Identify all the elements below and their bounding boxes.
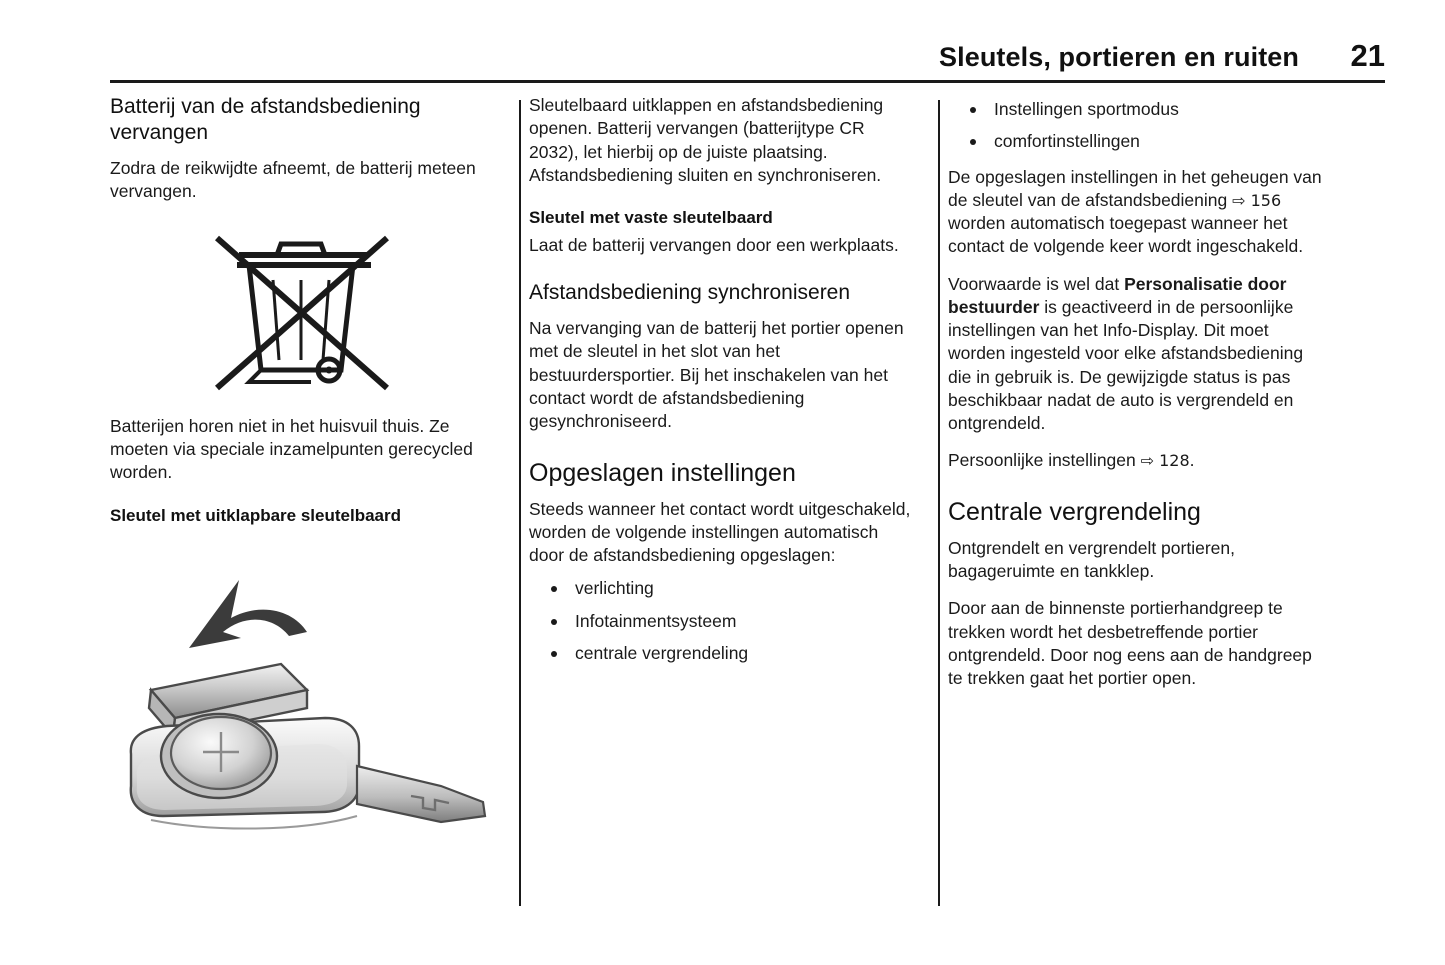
text-part-a: De opgeslagen instellingen in het geheugen van de sleutel van de afstandsbediening [948,166,1322,210]
list-stored-settings-continued [948,98,1330,154]
page-title: Sleutels, portieren en ruiten [939,42,1299,72]
paragraph-sync-procedure: Na vervanging van de batterij het portier openen met de sleutel in het slot van het bestuurdersportier. Bij het inschakelen van het contact wordt de afstandsbediening gesynchroniseerd. [529,318,904,432]
column-divider-1 [510,94,529,914]
column-divider-2 [929,94,948,914]
subheading-fixed-key: Sleutel met vaste sleutelbaard [529,208,773,228]
subheading-folding-key: Sleutel met uitklapbare sleutelbaard [110,505,401,525]
column-three [948,94,1348,914]
list-item: comfortinstellingen [948,130,1330,153]
column-one [110,94,510,914]
page-number: 21 [1350,38,1385,73]
list-stored-settings [529,577,911,665]
weee-crossed-bin-symbol [201,220,401,395]
arrow-icon [189,580,307,648]
list-item: Instellingen sportmodus [948,98,1330,121]
header-divider [110,80,1385,83]
heading-central-locking: Centrale vergrendeling [948,497,1201,526]
page-reference: ⇨ 156 [1232,190,1282,210]
figure-folding-key [110,540,492,870]
section-heading-battery-replace: Batterij van de afstandsbediening vervangen [110,95,421,144]
text-part-b: worden automatisch toegepast wanneer het contact de volgende keer wordt ingeschakeld. [948,213,1304,257]
paragraph-personalisation-condition [948,273,1330,436]
list-item: Infotainmentsysteem [529,610,911,633]
folding-key-battery-illustration [111,540,491,870]
heading-sync-remote: Afstandsbediening synchroniseren [529,280,851,304]
paragraph-central-locking-intro: Ontgrendelt en vergrendelt portieren, bagageruimte en tankklep. [948,537,1235,581]
emphasis-personalisation: Personalisatie door bestuurder [948,273,1287,317]
page-header [110,38,1385,74]
paragraph-open-remote: Sleutelbaard uitklappen en afstandsbediening openen. Batterij vervangen (batterijtype CR 2032), let hierbij op de juiste plaatsing. Afstandsbediening sluiten en synchroniseren. [529,95,884,185]
paragraph-personal-settings-ref [948,449,1330,472]
figure-weee-bin [110,220,492,395]
text-part-a: Voorwaarde is wel dat [948,273,1125,294]
content-columns [110,94,1388,914]
heading-stored-settings: Opgeslagen instellingen [529,458,796,487]
list-item: centrale vergrendeling [529,642,911,665]
paragraph-inner-handle: Door aan de binnenste portierhandgreep te trekken wordt het desbetreffende portier ontgrendeld. Door nog eens aan de handgreep te trekken gaat het portier open. [948,598,1312,689]
column-two [529,94,929,914]
page-reference: ⇨ 128 [1140,451,1190,471]
text-part-b: is geactiveerd in de persoonlijke instellingen van het Info-Display. Dit moet worden ingesteld voor elke afstandsbediening die in gebruik is. De gewijzigde status is pas beschikbaar nadat de auto is vergrendeld en ontgrendeld. [948,296,1304,434]
paragraph-recycling-note: Batterijen horen niet in het huisvuil thuis. Ze moeten via speciale inzamelpunten gerecycled worden. [110,415,473,483]
paragraph-stored-settings-intro: Steeds wanneer het contact wordt uitgeschakeld, worden de volgende instellingen automatisch door de afstandsbediening opgeslagen: [529,498,911,566]
paragraph-range-decrease: Zodra de reikwijdte afneemt, de batterij meteen vervangen. [110,158,476,202]
text-part-a: Persoonlijke instellingen [948,450,1141,471]
list-item: verlichting [529,577,911,600]
text-part-b: . [1189,450,1195,471]
paragraph-workshop-replace: Laat de batterij vervangen door een werkplaats. [529,235,899,256]
paragraph-memory-applied [948,166,1330,259]
